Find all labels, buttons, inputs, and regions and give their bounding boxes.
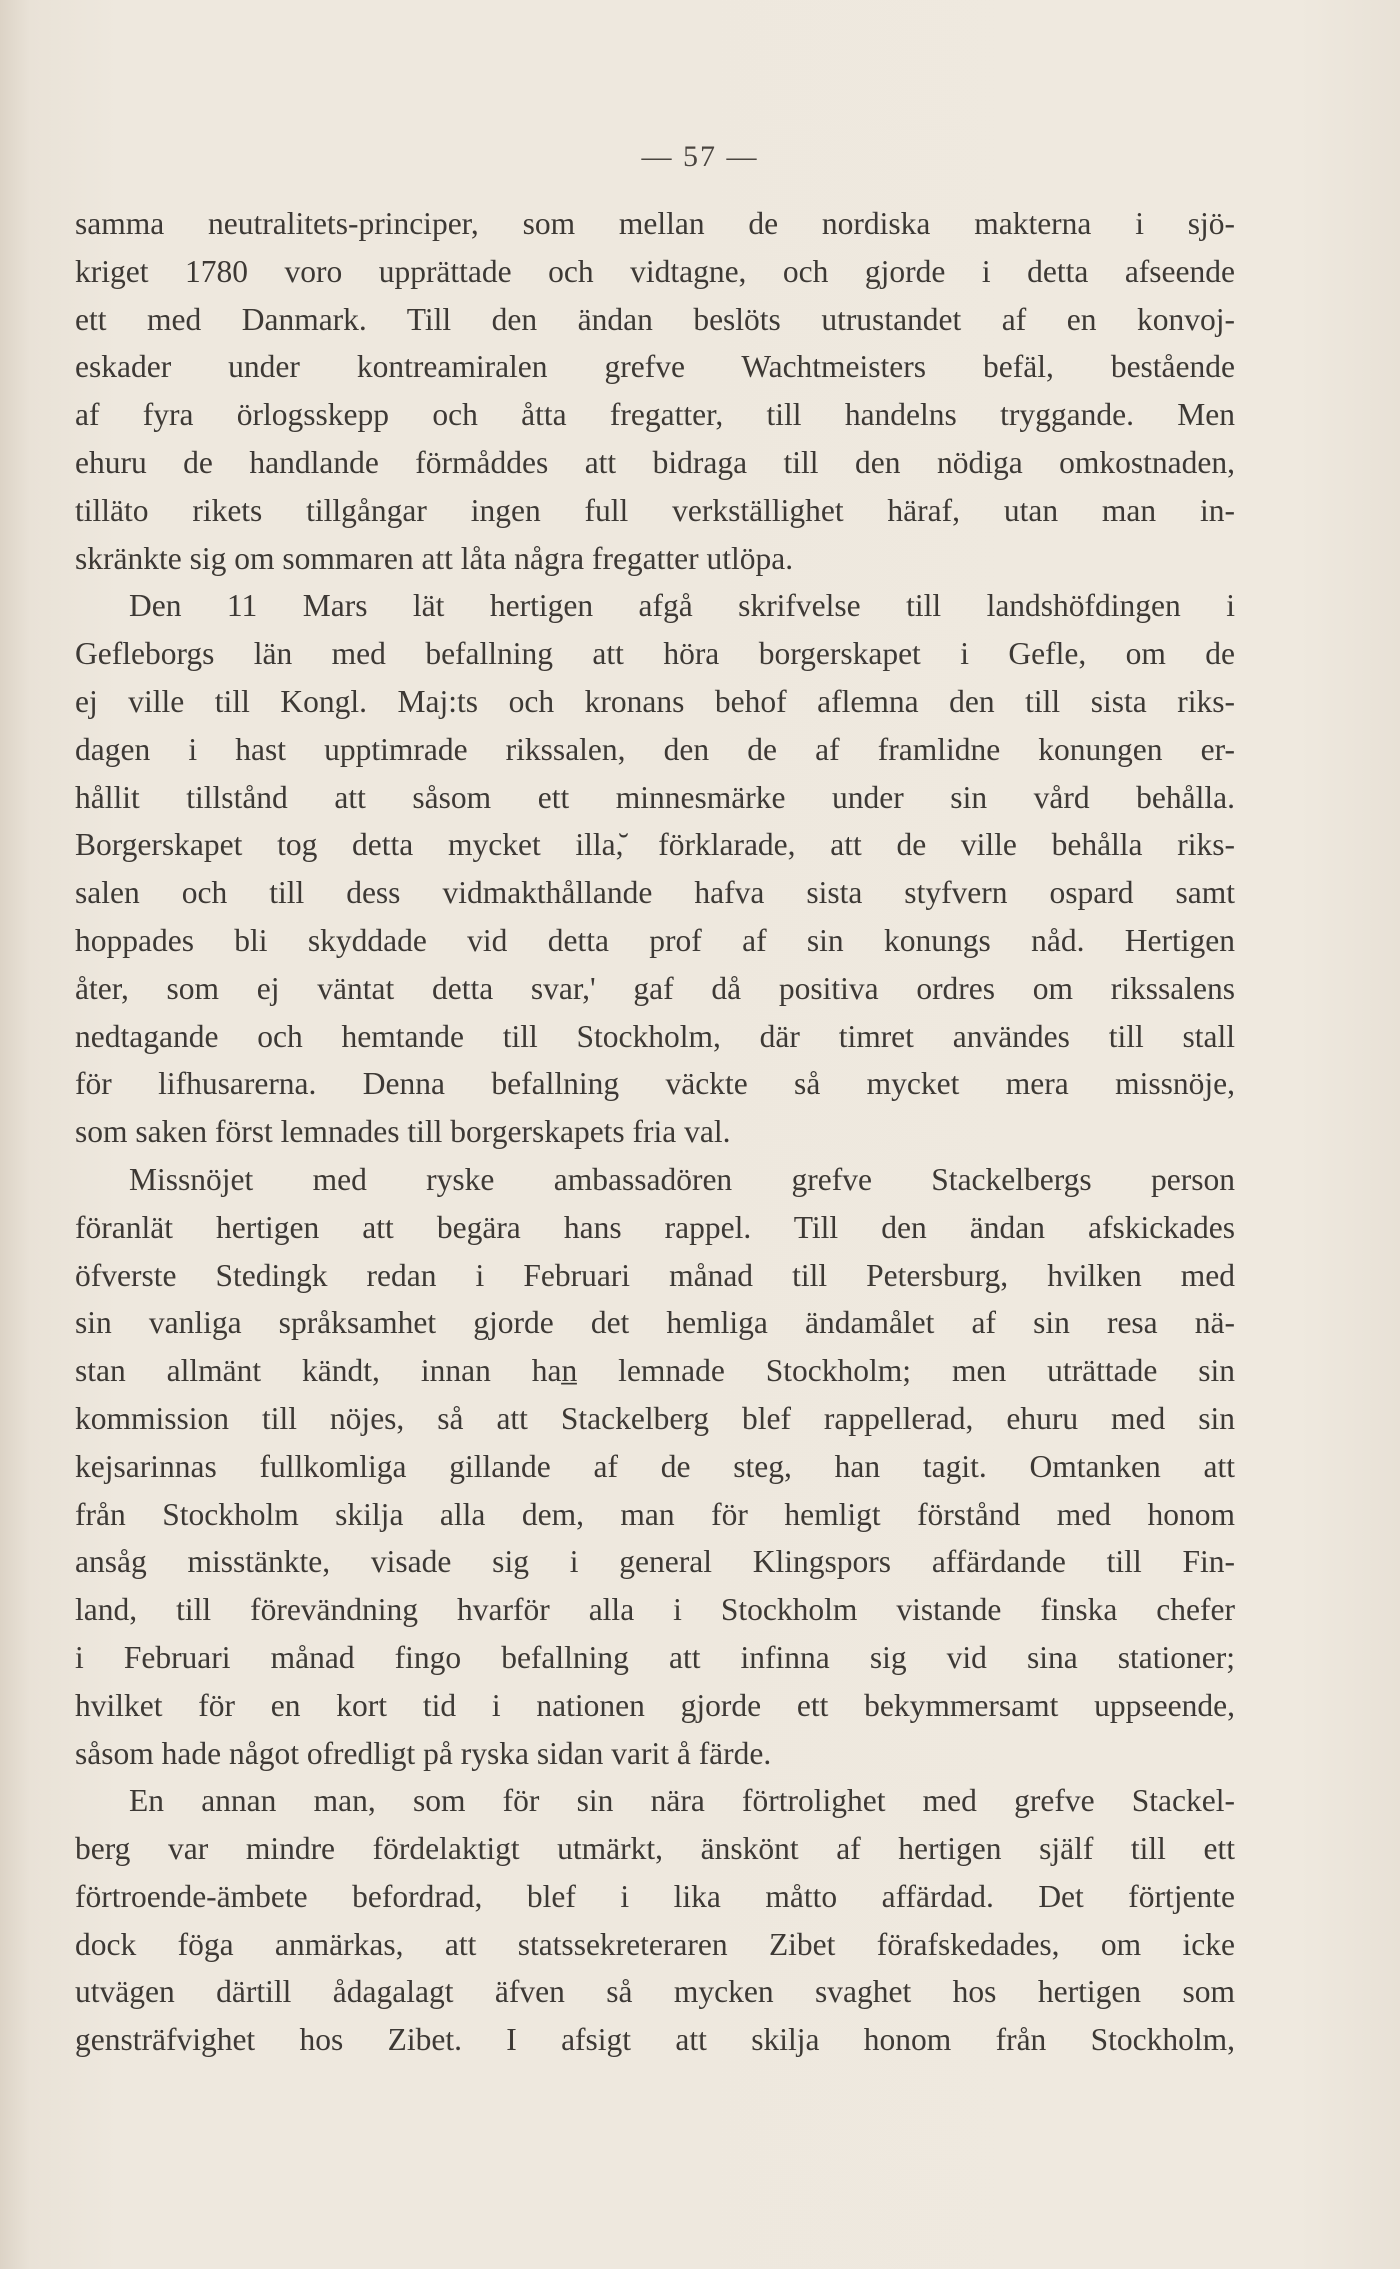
text-line: i Februari månad fingo befallning att infinna sig vid sina stationer; [75,1639,1235,1675]
text-line: samma neutralitets-principer, som mellan de nordiska makterna i sjö- [75,206,1235,241]
text-line: land, till förevändning hvarför alla i Stockholm vistande finska chefer [75,1592,1235,1628]
page-number: — 57 — [641,140,759,173]
text-line: såsom hade något ofredligt på ryska sidan varit å färde. [75,1735,772,1771]
text-line: stan allmänt kändt, innan han̲ lemnade Stockholm; men uträttade sin [75,1353,1235,1389]
text-line: sin vanliga språksamhet gjorde det hemliga ändamålet af sin resa nä- [75,1305,1235,1341]
text-line: af fyra örlogsskepp och åtta fregatter, till handelns tryggande. Men [75,397,1235,433]
text-line: eskader under kontreamiralen grefve Wachtmeisters befäl, bestående [75,349,1235,385]
text-line: tilläto rikets tillgångar ingen full verkställighet häraf, utan man in- [75,492,1235,528]
text-line: Den 11 Mars lät hertigen afgå skrifvelse till landshöfdingen i [129,588,1235,624]
body-text [75,200,1235,2064]
text-line: ett med Danmark. Till den ändan beslöts utrustandet af en konvoj- [75,301,1235,337]
text-line: kommission till nöjes, så att Stackelberg blef rappellerad, ehuru med sin [75,1400,1235,1436]
text-line: dagen i hast upptimrade rikssalen, den de af framlidne konungen er- [75,731,1235,767]
text-line: som saken först lemnades till borgerskapets fria val. [75,1114,731,1150]
text-line: Gefleborgs län med befallning att höra borgerskapet i Gefle, om de [75,636,1235,672]
text-line: hvilket för en kort tid i nationen gjorde ett bekymmersamt uppseende, [75,1687,1235,1723]
text-line: berg var mindre fördelaktigt utmärkt, änskönt af hertigen själf till ett [75,1831,1235,1867]
text-line: hoppades bli skyddade vid detta prof af sin konungs nåd. Hertigen [75,922,1235,958]
text-line: Missnöjet med ryske ambassadören grefve Stackelbergs person [129,1161,1235,1197]
text-line: öfverste Stedingk redan i Februari månad till Petersburg, hvilken med [75,1257,1235,1293]
text-line: kriget 1780 voro upprättade och vidtagne, och gjorde i detta afseende [75,253,1235,289]
text-line: ehuru de handlande förmåddes att bidraga till den nödiga omkostnaden, [75,444,1235,480]
text-line: föranlät hertigen att begära hans rappel. Till den ändan afskickades [75,1209,1235,1245]
text-line: Borgerskapet tog detta mycket illa,̆ förklarade, att de ville behålla riks- [75,827,1235,863]
text-line: ansåg misstänkte, visade sig i general Klingspors affärdande till Fin- [75,1544,1235,1580]
text-line: ej ville till Kongl. Maj:ts och kronans behof aflemna den till sista riks- [75,683,1235,719]
text-line: nedtagande och hemtande till Stockholm, där timret användes till stall [75,1018,1235,1054]
text-line: En annan man, som för sin nära förtrolighet med grefve Stackel- [129,1783,1235,1819]
text-line: utvägen därtill ådagalagt äfven så mycken svaghet hos hertigen som [75,1974,1235,2010]
text-line: åter, som ej väntat detta svar,' gaf då positiva ordres om rikssalens [75,970,1235,1006]
text-line: kejsarinnas fullkomliga gillande af de steg, han tagit. Omtanken att [75,1448,1235,1484]
text-line: skränkte sig om sommaren att låta några fregatter utlöpa. [75,540,794,576]
text-line: salen och till dess vidmakthållande hafva sista styfvern ospard samt [75,875,1235,911]
text-line: från Stockholm skilja alla dem, man för hemligt förstånd med honom [75,1496,1235,1532]
text-line: gensträfvighet hos Zibet. I afsigt att skilja honom från Stockholm, [75,2022,1235,2058]
text-line: dock föga anmärkas, att statssekreteraren Zibet förafskedades, om icke [75,1926,1235,1962]
text-line: för lifhusarerna. Denna befallning väckte så mycket mera missnöje, [75,1066,1235,1102]
text-line: förtroende-ämbete befordrad, blef i lika måtto affärdad. Det förtjente [75,1878,1235,1914]
text-line: hållit tillstånd att såsom ett minnesmärke under sin vård behålla. [75,779,1235,815]
